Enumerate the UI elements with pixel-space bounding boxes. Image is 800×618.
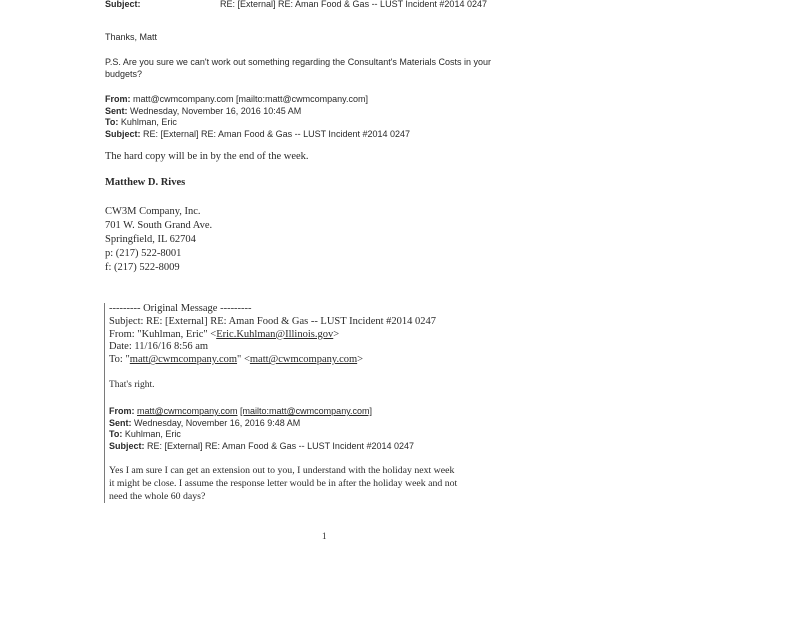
quote-bar (104, 303, 105, 503)
message1-body: The hard copy will be in by the end of the week. (105, 151, 309, 162)
header1-from: From: matt@cwmcompany.com [mailto:matt@cwmcompany.com] (105, 94, 369, 104)
signature-name: Matthew D. Rives (105, 177, 186, 188)
signature-phone: p: (217) 522-8001 (105, 248, 182, 259)
original-to: To: "matt@cwmcompany.com" <matt@cwmcompany.com> (109, 354, 364, 366)
header1-sent: Sent: Wednesday, November 16, 2016 10:45 AM (105, 105, 302, 116)
message2-line-3: need the whole 60 days? (109, 491, 206, 502)
original-message-header (109, 303, 436, 367)
reply-thanks: Thanks, Matt (105, 32, 158, 42)
top-subject-value: RE: [External] RE: Aman Food & Gas -- LUST Incident #2014 0247 (220, 0, 487, 9)
email-header-2 (109, 406, 414, 452)
ps-line-1: P.S. Are you sure we can't work out something regarding the Consultant's Materials Costs in your (105, 57, 491, 67)
header2-to: To: Kuhlman, Eric (109, 429, 181, 439)
original-subject: Subject: RE: [External] RE: Aman Food & Gas -- LUST Incident #2014 0247 (109, 315, 437, 327)
header2-from: From: matt@cwmcompany.com [mailto:matt@cwmcompany.com] (109, 406, 373, 416)
signature-company: CW3M Company, Inc. (105, 206, 201, 217)
signature-block (105, 205, 212, 275)
message2-line-1: Yes I am sure I can get an extension out to you, I understand with the holiday next week (109, 465, 455, 476)
original-to-email-link-1[interactable]: matt@cwmcompany.com (129, 354, 238, 366)
header2-mailto-link[interactable]: [mailto:matt@cwmcompany.com] (240, 406, 373, 416)
original-date: Date: 11/16/16 8:56 am (109, 341, 209, 353)
original-reply: That's right. (109, 380, 155, 390)
message2-body (109, 464, 457, 503)
original-to-email-link-2[interactable]: matt@cwmcompany.com (249, 354, 358, 366)
signature-city: Springfield, IL 62704 (105, 234, 196, 245)
page-number: 1 (322, 531, 327, 541)
header1-to: To: Kuhlman, Eric (105, 117, 177, 127)
header1-subject: Subject: RE: [External] RE: Aman Food & Gas -- LUST Incident #2014 0247 (105, 128, 411, 139)
reply-ps (105, 57, 491, 80)
original-from-email-link[interactable]: Eric.Kuhlman@Illinois.gov (216, 328, 334, 340)
header2-from-email-link[interactable]: matt@cwmcompany.com (137, 406, 238, 416)
header2-subject: Subject: RE: [External] RE: Aman Food & Gas -- LUST Incident #2014 0247 (109, 440, 415, 451)
ps-line-2: budgets? (105, 68, 143, 79)
original-from: From: "Kuhlman, Eric" <Eric.Kuhlman@Illinois.gov> (109, 328, 340, 340)
top-subject-label: Subject: (105, 0, 141, 9)
header2-sent: Sent: Wednesday, November 16, 2016 9:48 AM (109, 417, 301, 428)
signature-fax: f: (217) 522-8009 (105, 262, 180, 273)
signature-street: 701 W. South Grand Ave. (105, 220, 213, 231)
email-header-1 (105, 94, 410, 140)
message2-line-2: it might be close. I assume the response letter would be in after the holiday week and not (109, 478, 458, 489)
original-heading: --------- Original Message --------- (109, 303, 252, 314)
